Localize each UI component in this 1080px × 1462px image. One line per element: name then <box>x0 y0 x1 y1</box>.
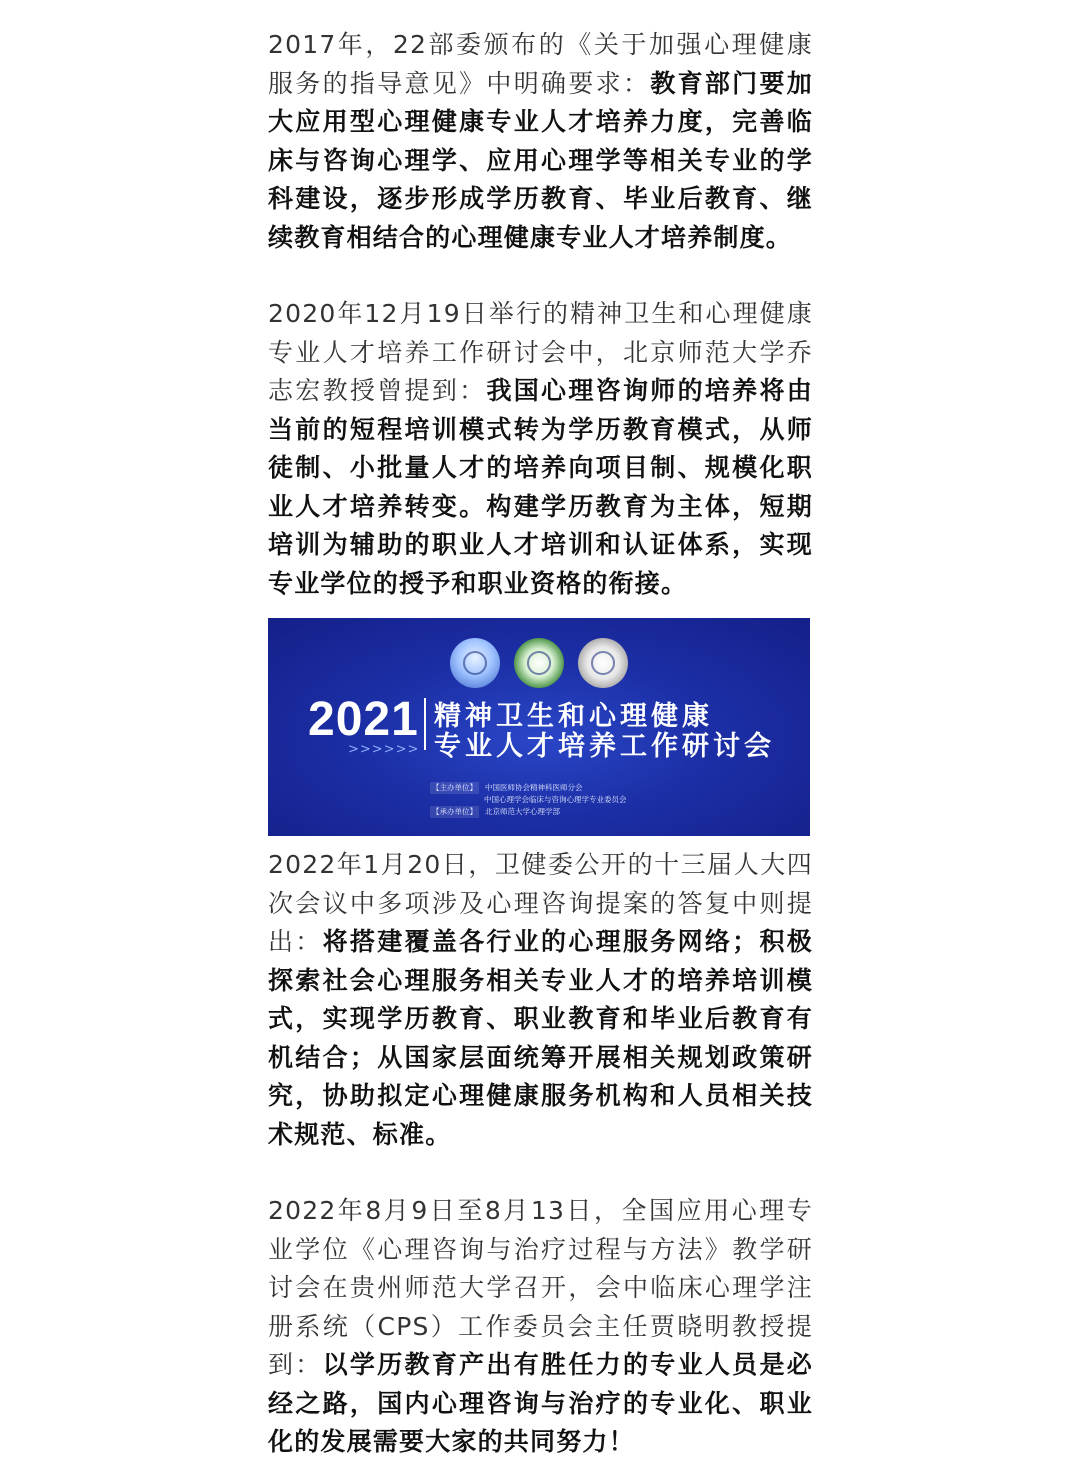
organizer-org: 北京师范大学心理学部 <box>485 807 560 816</box>
paragraph-2022-jan-reply <box>268 846 813 1154</box>
banner-arrows: >>>>>> <box>348 742 420 757</box>
banner-title-line1: 精神卫生和心理健康 <box>434 701 713 732</box>
article-body <box>268 26 813 1462</box>
banner-logos <box>268 638 810 688</box>
paragraph-emphasis: 教育部门要加大应用型心理健康专业人才培养力度，完善临床与咨询心理学、应用心理学等相关专业的学科建设，逐步形成学历教育、毕业后教育、继续教育相结合的心理健康专业人才培养制度。 <box>268 68 813 252</box>
society-logo-icon <box>450 638 500 688</box>
host-org-1: 中国医师协会精神科医师分会 <box>485 783 583 792</box>
paragraph-emphasis: 以学历教育产出有胜任力的专业人员是必经之路，国内心理咨询与治疗的专业化、职业化的发展需要大家的共同努力！ <box>268 1350 813 1456</box>
paragraph-spacer <box>268 1154 813 1192</box>
banner-divider <box>424 698 426 750</box>
host-tag: 【主办单位】 <box>432 783 477 792</box>
paragraph-intro: 2022年8月9日至8月13日，全国应用心理专业学位《心理咨询与治疗过程与方法》教学研讨会在贵州师范大学召开，会中临床心理学注册系统（CPS）工作委员会主任贾晓明教授提到： <box>268 1196 813 1379</box>
banner-organizers <box>430 782 627 818</box>
paragraph-2020-seminar <box>268 295 813 603</box>
paragraph-intro: 2017年，22部委颁布的《关于加强心理健康服务的指导意见》中明确要求： <box>268 30 813 98</box>
seminar-banner-image <box>268 618 810 836</box>
university-seal-icon <box>578 638 628 688</box>
organizer-tag: 【承办单位】 <box>432 807 477 816</box>
banner-year: 2021 <box>308 693 419 746</box>
paragraph-spacer <box>268 257 813 295</box>
banner-title-line2: 专业人才培养工作研讨会 <box>434 731 775 762</box>
paragraph-intro: 2020年12月19日举行的精神卫生和心理健康专业人才培养工作研讨会中，北京师范大学乔志宏教授曾提到： <box>268 299 813 405</box>
paragraph-2022-aug-seminar <box>268 1192 813 1462</box>
paragraph-2017-guidance <box>268 26 813 257</box>
paragraph-intro: 2022年1月20日，卫健委公开的十三届人大四次会议中多项涉及心理咨询提案的答复中则提出： <box>268 850 813 956</box>
host-org-2: 中国心理学会临床与咨询心理学专业委员会 <box>484 795 627 804</box>
paragraph-emphasis: 我国心理咨询师的培养将由当前的短程培训模式转为学历教育模式，从师徒制、小批量人才的培养向项目制、规模化职业人才培养转变。构建学历教育为主体，短期培训为辅助的职业人才培训和认证体系，实现专业学位的授予和职业资格的衔接。 <box>268 376 813 598</box>
paragraph-emphasis: 将搭建覆盖各行业的心理服务网络；积极探索社会心理服务相关专业人才的培养培训模式，实现学历教育、职业教育和毕业后教育有机结合；从国家层面统筹开展相关规划政策研究，协助拟定心理健康服务机构和人员相关技术规范、标准。 <box>268 927 813 1149</box>
cps-logo-icon <box>514 638 564 688</box>
